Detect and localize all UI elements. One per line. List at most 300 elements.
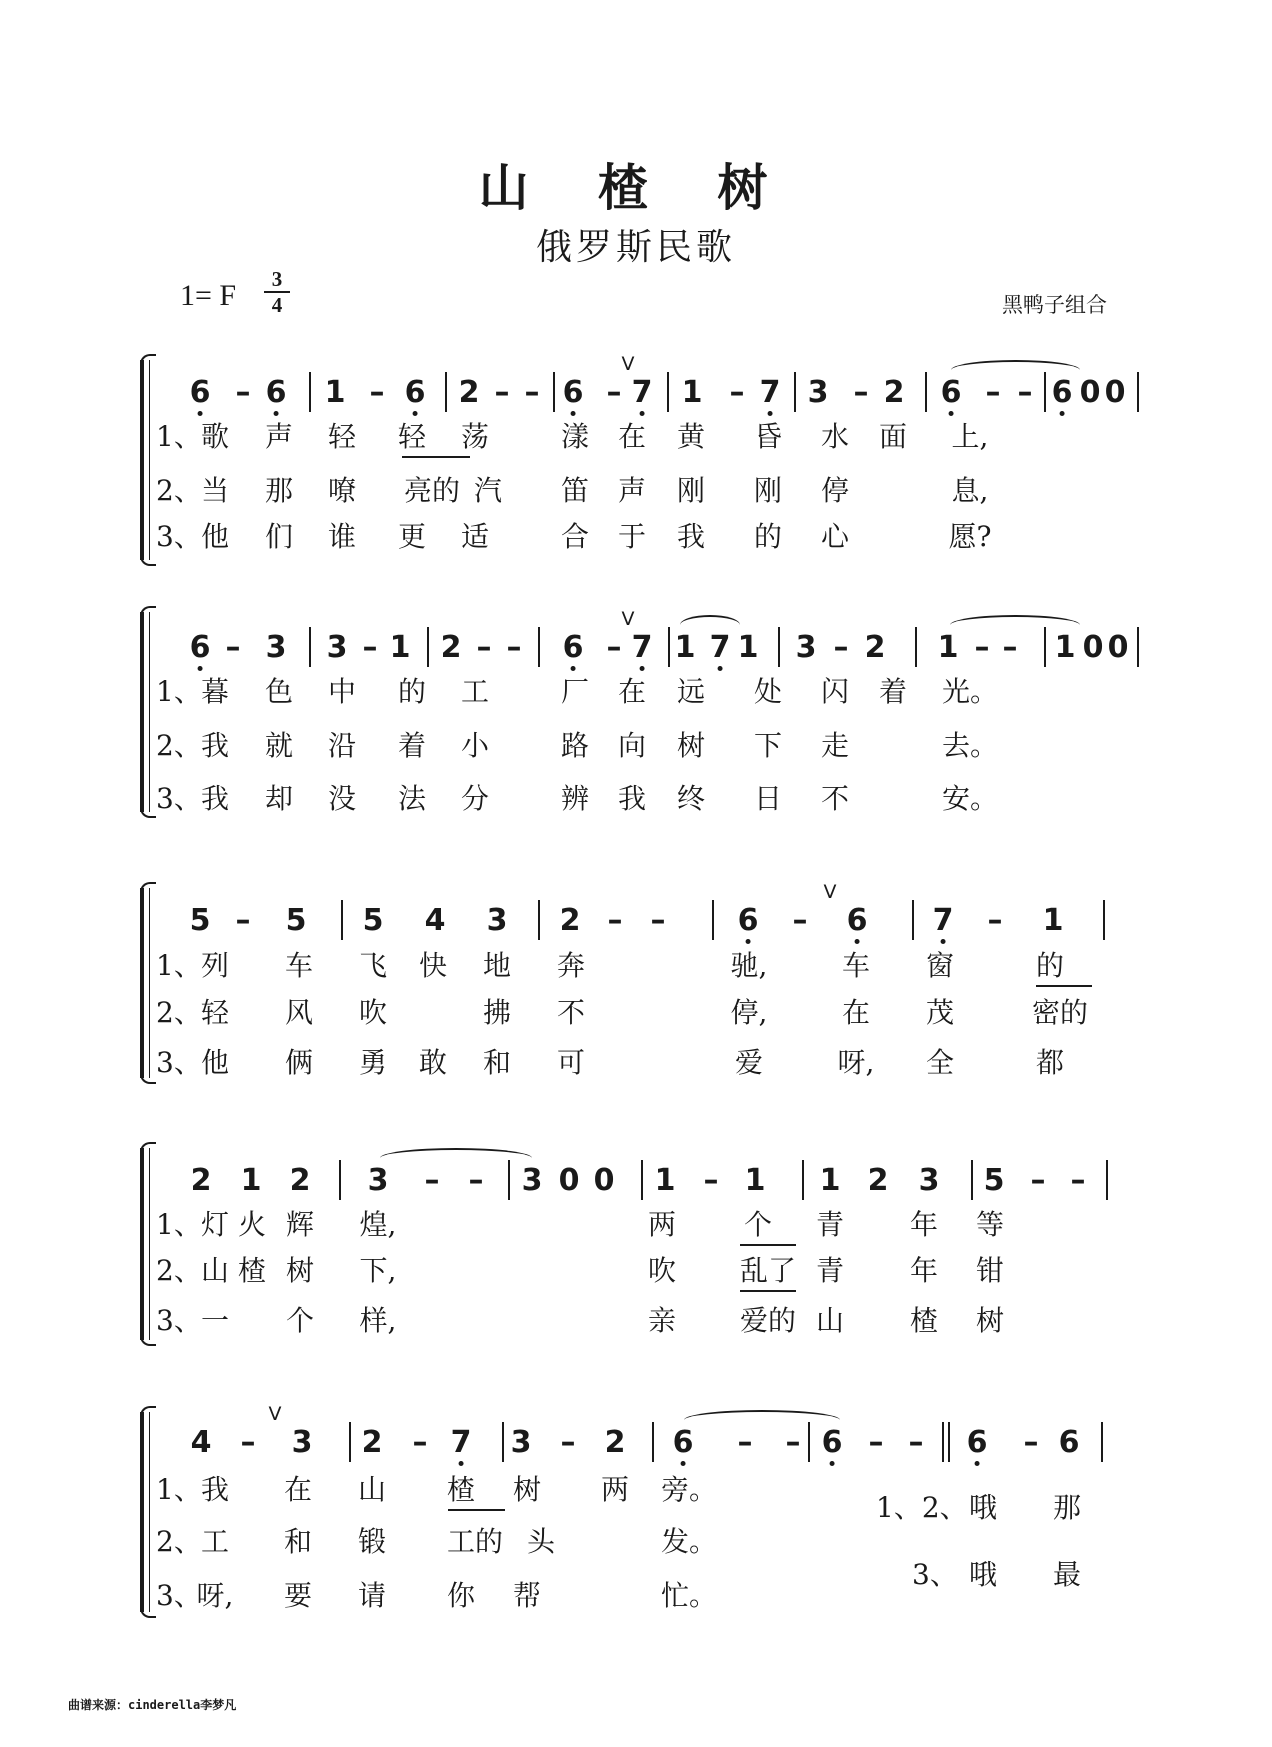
lyric-syllable: 荡 [460, 420, 490, 453]
note-1: 1 [1054, 630, 1076, 665]
lyric-syllable: 他 [200, 520, 230, 553]
note-6: 6 [189, 375, 211, 410]
lyric-syllable: 歌 [200, 420, 230, 453]
lyric-syllable: 爱 [734, 1046, 764, 1079]
lyric-syllable: 楂 [446, 1473, 476, 1506]
note-6: 6 [265, 375, 287, 410]
lyric-syllable: 色 [264, 675, 294, 708]
note-3: 3 [510, 1425, 532, 1460]
lyric-syllable: 青 [815, 1254, 845, 1287]
lyric-syllable: 路 [560, 729, 590, 762]
note-3: 3 [795, 630, 817, 665]
barline [641, 1160, 643, 1200]
lyric-syllable: 样, [359, 1304, 397, 1337]
lyric-line-verse-1 [0, 1208, 1272, 1248]
lyric-syllable: 窗 [925, 949, 955, 982]
note-1: 1 [674, 630, 696, 665]
lyric-underline [740, 1290, 796, 1292]
lyric-line-verse-1 [0, 420, 1272, 460]
extension-dash: – [494, 375, 510, 410]
extension-dash: – [1030, 1163, 1046, 1198]
lyric-syllable: 下 [753, 729, 783, 762]
barline [341, 900, 343, 940]
note-6: 6 [562, 375, 584, 410]
barline [1137, 627, 1139, 667]
lyric-syllable: 个 [743, 1208, 773, 1241]
lyric-syllable: 法 [397, 782, 427, 815]
lyric-syllable: 走 [820, 729, 850, 762]
lyric-syllable: 树 [975, 1304, 1005, 1337]
verse-number: 3、 [156, 520, 202, 553]
lyric-syllable: 吹 [358, 996, 388, 1029]
lyric-line-verse-3 [0, 1046, 1272, 1086]
verse-number: 2、 [156, 474, 202, 507]
song-subtitle: 俄罗斯民歌 [535, 227, 736, 268]
lyric-syllable: 树 [676, 729, 706, 762]
extension-dash: – [853, 375, 869, 410]
note-4: 4 [424, 903, 446, 938]
note-5: 5 [189, 903, 211, 938]
note-3: 3 [367, 1163, 389, 1198]
tie-arc [684, 1410, 840, 1430]
lyric-syllable: 辉 [285, 1208, 315, 1241]
verse-number: 3、 [156, 1579, 202, 1612]
lyric-syllable: 在 [841, 996, 871, 1029]
lyric-syllable: 着 [878, 675, 908, 708]
lyric-syllable: 没 [327, 782, 357, 815]
lyric-syllable: 头 [526, 1525, 556, 1558]
lyric-syllable: 当 [200, 474, 230, 507]
barline [1106, 1160, 1108, 1200]
extension-dash: – [650, 903, 666, 938]
lyric-syllable: 我 [200, 782, 230, 815]
lyric-syllable: 就 [264, 729, 294, 762]
lyric-syllable: 处 [753, 675, 783, 708]
note-0: 0 [1079, 375, 1101, 410]
barline [349, 1422, 351, 1462]
lyric-syllable: 飞 [358, 949, 388, 982]
lyric-syllable: 不 [820, 782, 850, 815]
lyric-syllable: 闪 [820, 675, 850, 708]
note-6: 6 [821, 1425, 843, 1460]
note-1: 1 [744, 1163, 766, 1198]
barline [915, 627, 917, 667]
lyric-syllable: 拂 [482, 996, 512, 1029]
lyric-syllable: 愿? [948, 520, 992, 553]
score-source: 曲谱来源：cinderella李梦凡 [68, 1698, 237, 1712]
verse-number: 2、 [156, 1525, 202, 1558]
verse-number: 1、 [156, 949, 202, 982]
barline [971, 1160, 973, 1200]
extension-dash: – [468, 1163, 484, 1198]
barline [802, 1160, 804, 1200]
lyric-syllable: 风 [284, 996, 314, 1029]
lyric-syllable: 亮的 [403, 474, 461, 507]
lyric-syllable: 轻 [397, 420, 427, 453]
note-6: 6 [672, 1425, 694, 1460]
lyric-syllable: 个 [285, 1304, 315, 1337]
lyric-syllable: 暮 [200, 675, 230, 708]
lyric-line-verse-3 [0, 1304, 1272, 1344]
note-7: 7 [631, 375, 653, 410]
bracket-top-cap [140, 882, 156, 892]
barline [1137, 372, 1139, 412]
lyric-syllable: 中 [327, 675, 357, 708]
tie-arc [380, 1148, 532, 1168]
note-2: 2 [867, 1163, 889, 1198]
note-4: 4 [190, 1425, 212, 1460]
extension-dash: – [703, 1163, 719, 1198]
bracket-top-cap [140, 606, 156, 616]
lyric-syllable: 黄 [676, 420, 706, 453]
lyric-syllable: 工的 [446, 1525, 504, 1558]
lyric-syllable: 却 [264, 782, 294, 815]
bracket-top-cap [140, 354, 156, 364]
extension-dash: – [560, 1425, 576, 1460]
lyric-syllable: 山 [200, 1254, 230, 1287]
lyric-syllable: 漾 [560, 420, 590, 453]
lyric-syllable: 的 [397, 675, 427, 708]
lyric-syllable: 全 [925, 1046, 955, 1079]
extension-dash: – [369, 375, 385, 410]
note-7: 7 [450, 1425, 472, 1460]
lyric-syllable: 汽 [473, 474, 503, 507]
lyric-syllable: 亲 [647, 1304, 677, 1337]
note-1: 1 [240, 1163, 262, 1198]
lyric-syllable: 上, [951, 420, 989, 453]
lyric-syllable: 忙。 [660, 1579, 718, 1612]
note-1: 1 [324, 375, 346, 410]
verse-number: 2、 [156, 996, 202, 1029]
note-6: 6 [1058, 1425, 1080, 1460]
lyric-syllable: 在 [617, 420, 647, 453]
note-7: 7 [759, 375, 781, 410]
lyric-syllable: 不 [556, 996, 586, 1029]
lyric-syllable: 我 [200, 729, 230, 762]
performer-credit: 黑鸭子组合 [1002, 293, 1107, 317]
lyric-syllable: 发。 [660, 1525, 718, 1558]
breath-mark: V [823, 881, 837, 903]
note-2: 2 [604, 1425, 626, 1460]
note-5: 5 [285, 903, 307, 938]
notation-line [0, 1403, 1272, 1480]
lyric-syllable: 心 [820, 520, 850, 553]
barline [712, 900, 714, 940]
note-0: 0 [1082, 630, 1104, 665]
extension-dash: – [792, 903, 808, 938]
barline [553, 372, 555, 412]
extension-dash: – [235, 375, 251, 410]
note-3: 3 [486, 903, 508, 938]
barline [912, 900, 914, 940]
lyric-syllable: 灯 [200, 1208, 230, 1241]
lyric-syllable: 在 [617, 675, 647, 708]
extension-dash: – [974, 630, 990, 665]
extension-dash: – [1023, 1425, 1039, 1460]
lyric-syllable: 树 [512, 1473, 542, 1506]
note-7: 7 [932, 903, 954, 938]
verse-number: 1、 [156, 1208, 202, 1241]
lyric-syllable: 和 [283, 1525, 313, 1558]
lyric-line-verse-2 [0, 729, 1272, 769]
verse-number: 1、 [156, 675, 202, 708]
lyric-syllable: 笛 [560, 474, 590, 507]
lyric-syllable: 工 [460, 675, 490, 708]
lyric-syllable: 更 [397, 520, 427, 553]
extension-dash: – [476, 630, 492, 665]
lyric-syllable: 我 [676, 520, 706, 553]
lyric-syllable: 山 [815, 1304, 845, 1337]
extension-dash: – [524, 375, 540, 410]
lyric-syllable: 要 [283, 1579, 313, 1612]
lyric-syllable: 我 [200, 1473, 230, 1506]
note-1: 1 [681, 375, 703, 410]
note-5: 5 [983, 1163, 1005, 1198]
note-6: 6 [846, 903, 868, 938]
verse-number: 3、 [156, 1046, 202, 1079]
lyric-syllable: 请 [357, 1579, 387, 1612]
lyric-syllable: 辨 [560, 782, 590, 815]
extension-dash: – [868, 1425, 884, 1460]
lyric-syllable: 的 [753, 520, 783, 553]
extension-dash: – [729, 375, 745, 410]
lyric-syllable: 旁。 [660, 1473, 718, 1506]
note-1: 1 [737, 630, 759, 665]
lyric-syllable: 列 [200, 949, 230, 982]
lyric-syllable: 快 [418, 949, 448, 982]
lyric-syllable: 年 [909, 1208, 939, 1241]
lyric-syllable: 那 [1052, 1491, 1082, 1524]
lyric-line-verse-1 [0, 675, 1272, 715]
note-0: 0 [1104, 375, 1126, 410]
lyric-line-verse-3 [0, 520, 1272, 560]
note-2: 2 [559, 903, 581, 938]
breath-mark: V [621, 608, 635, 630]
note-3: 3 [807, 375, 829, 410]
extension-dash: – [737, 1425, 753, 1460]
lyric-line-verse-2 [0, 996, 1272, 1036]
note-1: 1 [654, 1163, 676, 1198]
lyric-syllable: 去。 [941, 729, 999, 762]
lyric-syllable: 向 [617, 729, 647, 762]
lyric-syllable: 昏 [753, 420, 783, 453]
barline [667, 372, 669, 412]
lyric-syllable: 楂 [909, 1304, 939, 1337]
barline [502, 1422, 504, 1462]
barline [794, 372, 796, 412]
lyric-syllable: 轻 [200, 996, 230, 1029]
lyric-syllable: 刚 [676, 474, 706, 507]
note-7: 7 [709, 630, 731, 665]
lyric-syllable: 的 [1035, 949, 1065, 982]
note-0: 0 [593, 1163, 615, 1198]
lyric-syllable: 谁 [327, 520, 357, 553]
note-6: 6 [1051, 375, 1073, 410]
lyric-syllable: 一 [200, 1304, 230, 1337]
song-title: 山 楂 树 [478, 158, 794, 217]
note-2: 2 [864, 630, 886, 665]
lyric-syllable: 停, [730, 996, 768, 1029]
lyric-syllable: 煌, [359, 1208, 397, 1241]
verse-number: 1、 [156, 420, 202, 453]
lyric-syllable: 年 [909, 1254, 939, 1287]
note-1: 1 [1042, 903, 1064, 938]
lyric-syllable: 们 [264, 520, 294, 553]
lyric-syllable: 敢 [418, 1046, 448, 1079]
lyric-syllable: 帮 [512, 1579, 542, 1612]
note-7: 7 [631, 630, 653, 665]
extension-dash: – [235, 903, 251, 938]
ending-number: 3、 [912, 1558, 958, 1591]
lyric-underline [1036, 985, 1092, 987]
lyric-syllable: 光。 [941, 675, 999, 708]
lyric-syllable: 工 [200, 1525, 230, 1558]
lyric-syllable: 沿 [327, 729, 357, 762]
note-6: 6 [940, 375, 962, 410]
lyric-syllable: 车 [841, 949, 871, 982]
breath-mark: V [268, 1403, 282, 1425]
lyric-syllable: 声 [617, 474, 647, 507]
extension-dash: – [987, 903, 1003, 938]
tie-arc [680, 615, 740, 635]
barline [309, 372, 311, 412]
note-3: 3 [326, 630, 348, 665]
barline [538, 900, 540, 940]
note-5: 5 [362, 903, 384, 938]
extension-dash: – [424, 1163, 440, 1198]
verse-number: 1、 [156, 1473, 202, 1506]
lyric-syllable: 哦 [968, 1491, 998, 1524]
verse-number: 3、 [156, 782, 202, 815]
lyric-syllable: 和 [482, 1046, 512, 1079]
ending-lyric-line [0, 1558, 1272, 1598]
lyric-syllable: 等 [975, 1208, 1005, 1241]
lyric-syllable: 钳 [975, 1254, 1005, 1287]
note-2: 2 [289, 1163, 311, 1198]
extension-dash: – [985, 375, 1001, 410]
lyric-underline [402, 456, 470, 458]
lyric-syllable: 俩 [284, 1046, 314, 1079]
ending-lyric-line [0, 1491, 1272, 1531]
barline [339, 1160, 341, 1200]
note-1: 1 [937, 630, 959, 665]
lyric-syllable: 树 [285, 1254, 315, 1287]
verse-number: 2、 [156, 729, 202, 762]
barline [427, 627, 429, 667]
note-6: 6 [966, 1425, 988, 1460]
note-0: 0 [1107, 630, 1129, 665]
extension-dash: – [607, 903, 623, 938]
lyric-syllable: 他 [200, 1046, 230, 1079]
time-signature-top: 3 [271, 267, 283, 291]
lyric-syllable: 茂 [925, 996, 955, 1029]
lyric-line-verse-2 [0, 1254, 1272, 1294]
note-3: 3 [521, 1163, 543, 1198]
lyric-syllable: 吹 [647, 1254, 677, 1287]
lyric-syllable: 着 [397, 729, 427, 762]
barline [778, 627, 780, 667]
extension-dash: – [1070, 1163, 1086, 1198]
bracket-top-cap [140, 1142, 156, 1152]
extension-dash: – [362, 630, 378, 665]
note-2: 2 [361, 1425, 383, 1460]
barline [925, 372, 927, 412]
bracket-top-cap [140, 1406, 156, 1416]
barline [668, 627, 670, 667]
lyric-syllable: 终 [676, 782, 706, 815]
lyric-syllable: 嘹 [327, 474, 357, 507]
lyric-syllable: 地 [482, 949, 512, 982]
lyric-syllable: 都 [1035, 1046, 1065, 1079]
barline [1101, 1422, 1103, 1462]
lyric-syllable: 爱的 [739, 1304, 797, 1337]
lyric-syllable: 我 [617, 782, 647, 815]
lyric-syllable: 锻 [357, 1525, 387, 1558]
lyric-syllable: 乱了 [739, 1254, 797, 1287]
extension-dash: – [412, 1425, 428, 1460]
lyric-underline [740, 1244, 796, 1246]
note-2: 2 [458, 375, 480, 410]
note-6: 6 [562, 630, 584, 665]
note-3: 3 [291, 1425, 313, 1460]
lyric-syllable: 火 [237, 1208, 267, 1241]
extension-dash: – [606, 630, 622, 665]
barline [309, 627, 311, 667]
note-6: 6 [404, 375, 426, 410]
note-0: 0 [558, 1163, 580, 1198]
lyric-syllable: 小 [460, 729, 490, 762]
lyric-syllable: 适 [460, 520, 490, 553]
lyric-syllable: 息, [951, 474, 989, 507]
note-1: 1 [389, 630, 411, 665]
time-signature [264, 268, 290, 316]
lyric-syllable: 声 [264, 420, 294, 453]
lyric-syllable: 青 [815, 1208, 845, 1241]
lyric-syllable: 楂 [237, 1254, 267, 1287]
note-3: 3 [918, 1163, 940, 1198]
lyric-syllable: 在 [283, 1473, 313, 1506]
note-2: 2 [440, 630, 462, 665]
lyric-syllable: 奔 [556, 949, 586, 982]
lyric-syllable: 呀, [837, 1046, 875, 1079]
lyric-syllable: 车 [284, 949, 314, 982]
lyric-syllable: 刚 [753, 474, 783, 507]
lyric-syllable: 你 [446, 1579, 476, 1612]
lyric-syllable: 两 [600, 1473, 630, 1506]
key-signature: 1= F [180, 279, 237, 312]
extension-dash: – [240, 1425, 256, 1460]
lyric-syllable: 安。 [941, 782, 999, 815]
extension-dash: – [833, 630, 849, 665]
barline [445, 372, 447, 412]
lyric-syllable: 厂 [560, 675, 590, 708]
lyric-syllable: 下, [359, 1254, 397, 1287]
lyric-syllable: 停 [820, 474, 850, 507]
lyric-syllable: 那 [264, 474, 294, 507]
verse-number: 3、 [156, 1304, 202, 1337]
lyric-syllable: 两 [647, 1208, 677, 1241]
extension-dash: – [1002, 630, 1018, 665]
tie-arc [950, 615, 1080, 635]
time-signature-bottom: 4 [271, 293, 283, 317]
lyric-syllable: 日 [753, 782, 783, 815]
extension-dash: – [908, 1425, 924, 1460]
lyric-syllable: 远 [676, 675, 706, 708]
breath-mark: V [621, 353, 635, 375]
barline [1103, 900, 1105, 940]
note-3: 3 [265, 630, 287, 665]
extension-dash: – [785, 1425, 801, 1460]
